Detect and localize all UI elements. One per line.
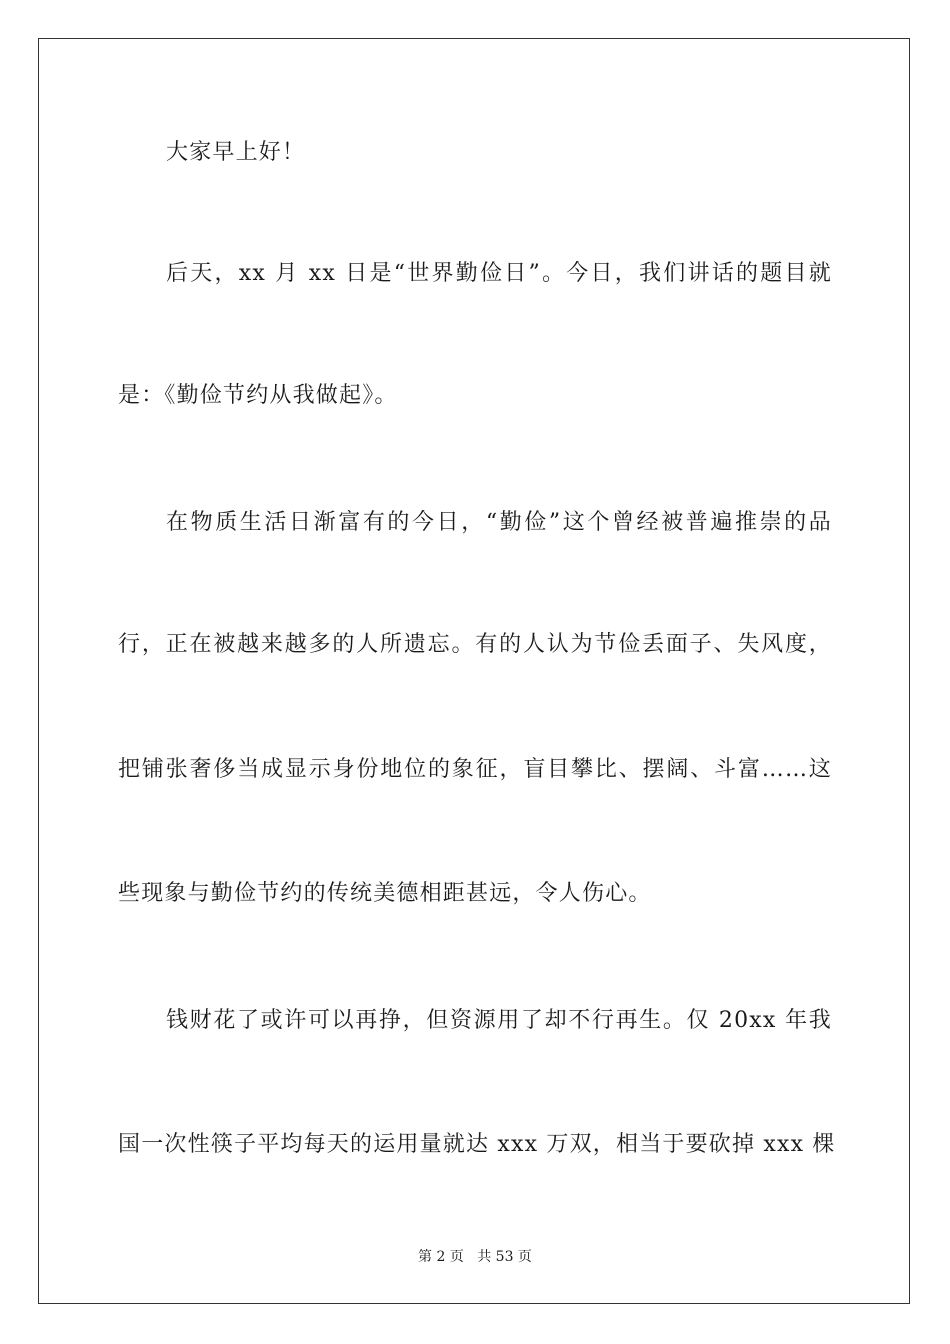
paragraph-3-line-2: 国一次性筷子平均每天的运用量就达 xxx 万双，相当于要砍掉 xxx 棵 — [118, 1132, 836, 1157]
page-frame — [38, 38, 910, 1304]
paragraph-2-line-4: 些现象与勤俭节约的传统美德相距甚远，令人伤心。 — [118, 881, 652, 906]
greeting-line: 大家早上好！ — [166, 140, 306, 165]
paragraph-1-line-1: 后天，xx 月 xx 日是“世界勤俭日”。今日，我们讲话的题目就 — [166, 261, 832, 286]
paragraph-1-line-2: 是：《勤俭节约从我做起》。 — [118, 383, 398, 408]
page-footer — [0, 1248, 950, 1266]
total-pages: 共 53 页 — [477, 1249, 532, 1265]
page-number: 第 2 页 — [418, 1249, 464, 1265]
paragraph-2-line-2: 行，正在被越来越多的人所遗忘。有的人认为节俭丢面子、失风度， — [118, 632, 832, 657]
paragraph-2-line-1: 在物质生活日渐富有的今日，“勤俭”这个曾经被普遍推崇的品 — [166, 510, 832, 535]
paragraph-3-line-1: 钱财花了或许可以再挣，但资源用了却不行再生。仅 20xx 年我 — [166, 1008, 832, 1033]
paragraph-2-line-3: 把铺张奢侈当成显示身份地位的象征，盲目攀比、摆阔、斗富……这 — [118, 757, 832, 782]
